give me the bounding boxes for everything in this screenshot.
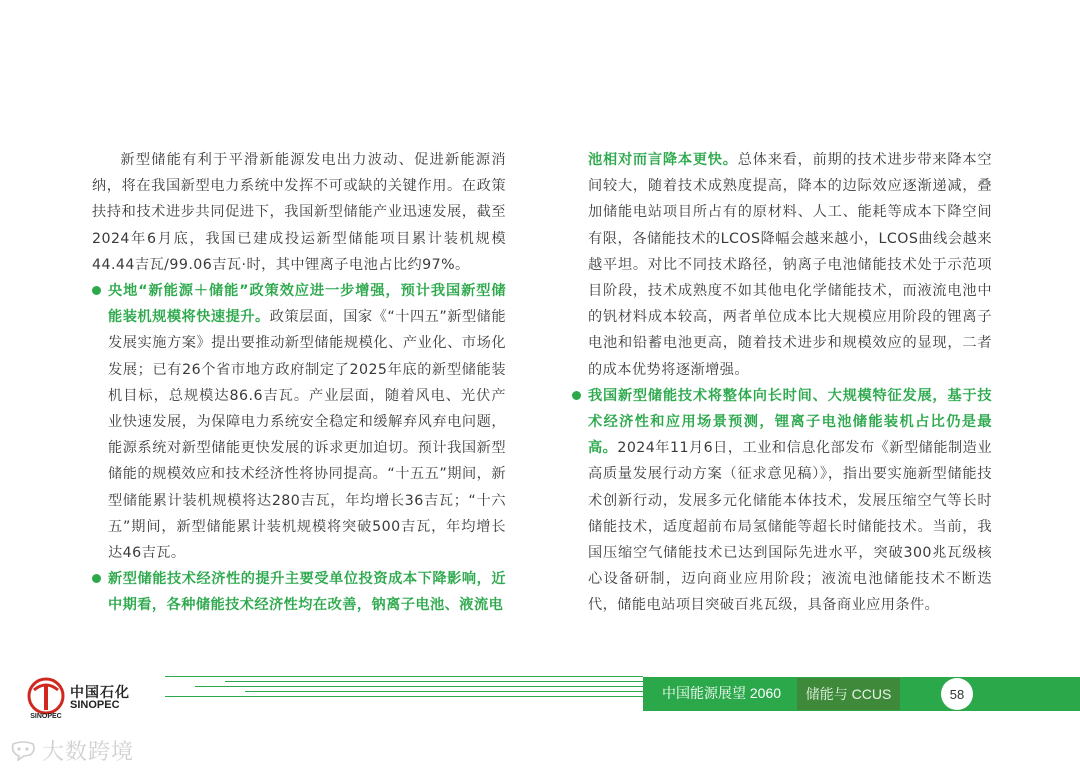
sinopec-emblem-icon xyxy=(24,676,68,720)
watermark-text: 大数跨境 xyxy=(42,740,135,765)
quote-bubble-icon xyxy=(10,741,36,761)
bullet-heading: 新型储能技术经济性的提升主要受单位投资成本下降影响，近中期看，各种储能技术经济性均在改善，钠离子电池、液流电 xyxy=(108,571,506,614)
bullet-item xyxy=(572,383,992,619)
section-label: 储能与 CCUS xyxy=(797,678,900,710)
report-title: 中国能源展望 2060 xyxy=(662,685,782,701)
divider xyxy=(165,676,643,677)
divider xyxy=(195,686,643,687)
emblem-text: SINOPEC xyxy=(30,713,62,720)
bullet-text: 2024年11月6日，工业和信息化部发布《新型储能制造业高质量发展行动方案（征求意见稿）》，指出要实施新型储能技术创新行动，发展多元化储能本体技术，发展压缩空气等长时储能技术，适度超前布局氢储能等超长时储能技术。当前，我国压缩空气储能技术已达到国际先进水平，突破300兆瓦级核心设备研制，迈向商业应用阶段；液流电池储能技术不断迭代，储能电站项目突破百兆瓦级，具备商业应用条件。 xyxy=(588,440,992,614)
bullet-heading: 央地“新能源＋储能”政策效应进一步增强，预计我国新型储能装机规模将快速提升。 xyxy=(108,283,506,326)
divider xyxy=(165,696,643,697)
watermark xyxy=(10,735,134,766)
divider xyxy=(245,691,643,692)
bullet-dot-icon xyxy=(572,391,581,400)
bullet-dot-icon xyxy=(92,286,101,295)
intro-paragraph: 新型储能有利于平滑新能源发电出力波动、促进新能源消纳，将在我国新型电力系统中发挥不可或缺的关键作用。在政策扶持和技术进步共同促进下，我国新型储能产业迅速发展，截至2024年6月底，我国已建成投运新型储能项目累计装机规模44.44吉瓦/99.06吉瓦·时，其中锂离子电池占比约97%。 xyxy=(92,152,506,273)
bullet-text: 总体来看，前期的技术进步带来降本空间较大，随着技术成熟度提高，降本的边际效应逐渐递减，叠加储能电站项目所占有的原材料、人工、能耗等成本下降空间有限，各储能技术的LCOS降幅会越来越小，LCOS曲线会越来越平坦。对比不同技术路径，钠离子电池储能技术处于示范项目阶段，技术成熟度不如其他电化学储能技术，而液流电池中的钒材料成本较高，两者单位成本比大规模应用阶段的锂离子电池和铅蓄电池更高，随着技术进步和规模效应的显现，二者的成本优势将逐渐增强。 xyxy=(588,152,992,378)
footer-decorative-lines xyxy=(165,676,643,700)
left-column xyxy=(92,147,506,619)
bullet-text: 政策层面，国家《“十四五”新型储能发展实施方案》提出要推动新型储能规模化、产业化、市场化发展；已有26个省市地方政府制定了2025年底的新型储能装机目标，总规模达86.6吉瓦。产业层面，随着风电、光伏产业快速发展，为保障电力系统安全稳定和缓解弃风弃电问题，能源系统对新型储能更快发展的诉求更加迫切。预计我国新型储能的规模效应和技术经济性将协同提高。“十五五”期间，新型储能累计装机规模将达280吉瓦，年均增长36吉瓦；“十六五”期间，新型储能累计装机规模将突破500吉瓦，年均增长达46吉瓦。 xyxy=(108,309,507,562)
bullet-heading: 我国新型储能技术将整体向长时间、大规模特征发展，基于技术经济性和应用场景预测，锂离子电池储能装机占比仍是最高。 xyxy=(588,387,992,457)
logo-english-name: SINOPEC xyxy=(70,699,120,711)
bullet-dot-icon xyxy=(92,574,101,583)
bullet-item xyxy=(92,566,506,618)
bullet-continuation xyxy=(572,147,992,383)
page-number: 58 xyxy=(941,678,973,710)
right-column xyxy=(572,147,992,619)
logo-chinese-name: 中国石化 xyxy=(70,685,130,701)
bullet-item xyxy=(92,278,506,566)
divider xyxy=(225,681,643,682)
bullet-heading: 池相对而言降本更快。 xyxy=(588,152,738,168)
